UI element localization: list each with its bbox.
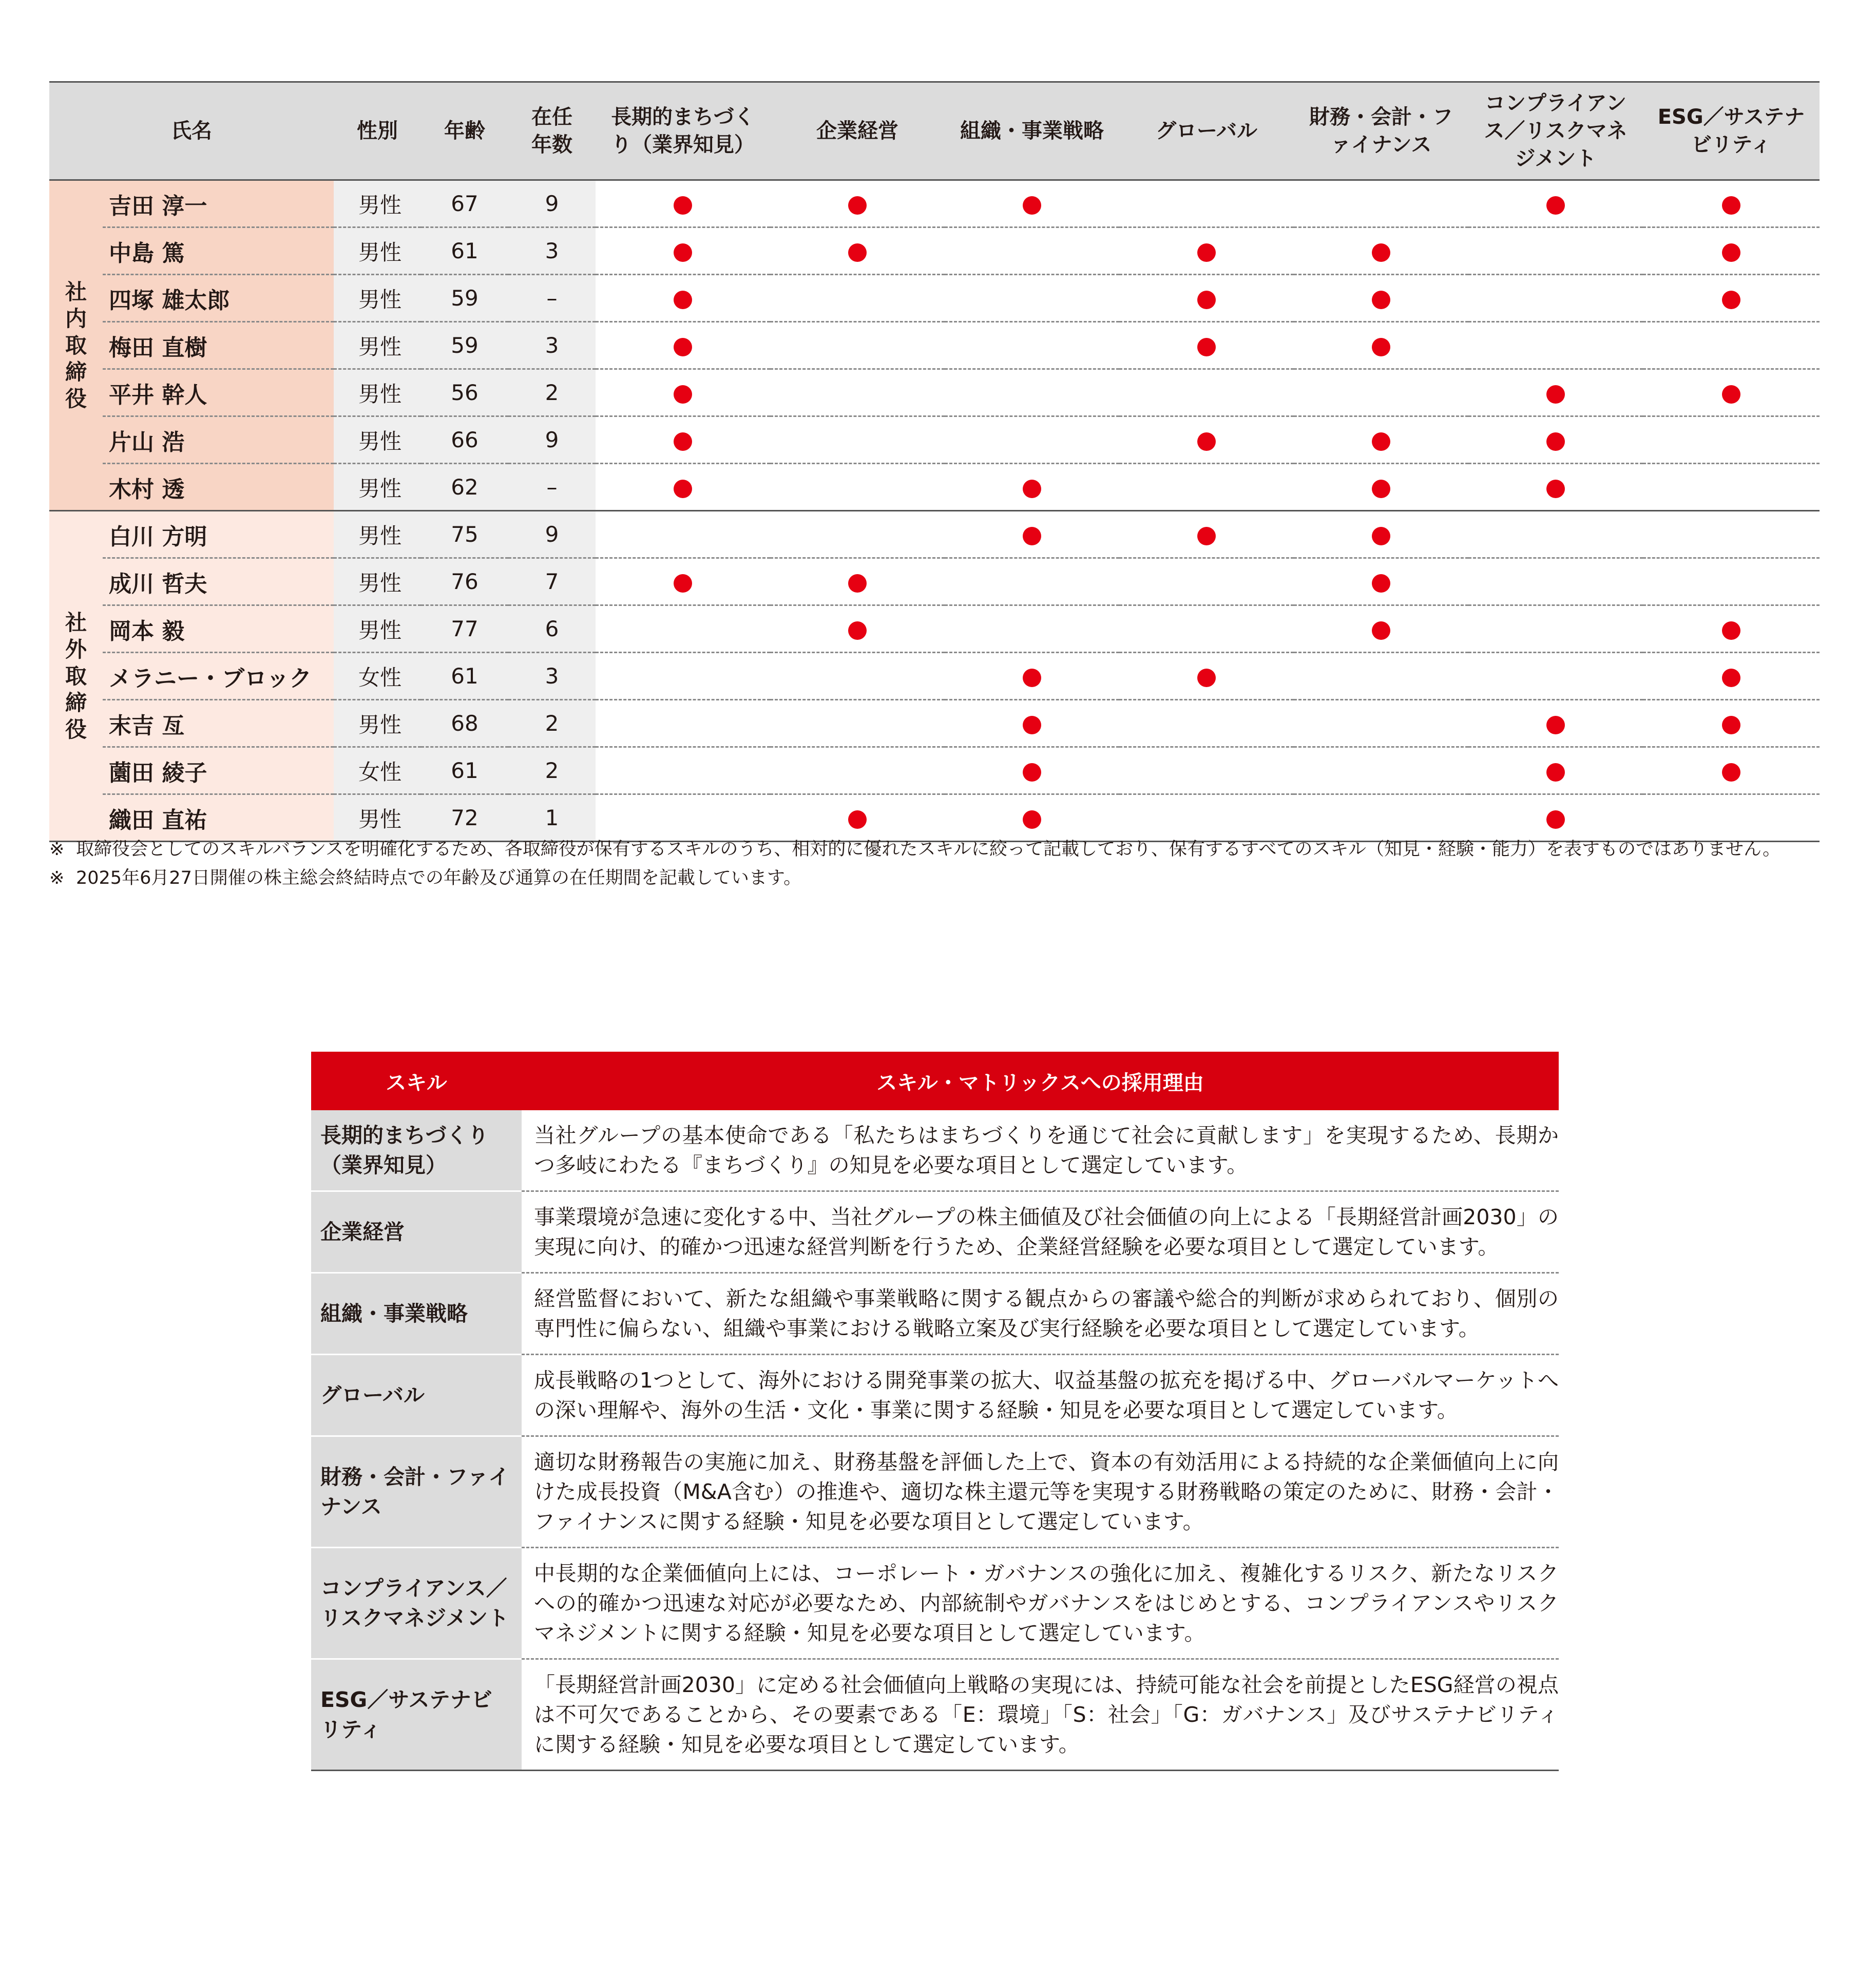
group-label xyxy=(49,180,103,511)
skill-mark-dot xyxy=(674,574,692,593)
director-name: 織田 直祐 xyxy=(103,794,334,842)
skill-cell xyxy=(1294,180,1468,227)
skill-cell xyxy=(770,275,945,322)
group-label xyxy=(49,511,103,842)
skill-cell xyxy=(596,227,770,275)
director-row xyxy=(49,416,1820,464)
skill-cell xyxy=(1294,700,1468,747)
director-row xyxy=(49,275,1820,322)
director-gender: 男性 xyxy=(334,369,421,416)
skill-cell xyxy=(945,369,1119,416)
skill-cell xyxy=(1119,794,1294,842)
skill-cell xyxy=(1119,275,1294,322)
director-name: 梅田 直樹 xyxy=(103,322,334,369)
skill-cell xyxy=(1468,558,1643,605)
skill-mark-dot xyxy=(1722,669,1740,687)
skill-cell xyxy=(945,322,1119,369)
header-skill-1: 企業経営 xyxy=(770,82,945,180)
skill-mark-dot xyxy=(1722,621,1740,640)
skill-cell xyxy=(1468,416,1643,464)
reason-row xyxy=(311,1436,1559,1548)
director-age: 77 xyxy=(421,605,508,653)
skill-cell xyxy=(596,464,770,511)
reason-row xyxy=(311,1355,1559,1436)
director-name: 片山 浩 xyxy=(103,416,334,464)
reason-row xyxy=(311,1110,1559,1191)
skill-cell xyxy=(945,464,1119,511)
skill-cell xyxy=(1294,653,1468,700)
note-mark: ※ xyxy=(49,868,65,888)
reason-skill-name: ESG／サステナビリティ xyxy=(311,1659,522,1771)
skill-cell xyxy=(770,322,945,369)
skill-mark-dot xyxy=(1546,763,1565,782)
skill-cell xyxy=(770,605,945,653)
director-name: 白川 方明 xyxy=(103,511,334,558)
director-row xyxy=(49,464,1820,511)
skill-cell xyxy=(596,747,770,794)
director-gender: 男性 xyxy=(334,416,421,464)
director-gender: 男性 xyxy=(334,227,421,275)
skill-mark-dot xyxy=(1197,243,1216,262)
header-skill: スキル xyxy=(311,1052,522,1110)
skill-cell xyxy=(1119,180,1294,227)
skill-cell xyxy=(1119,464,1294,511)
director-gender: 女性 xyxy=(334,747,421,794)
skill-mark-dot xyxy=(1372,291,1390,309)
skill-mark-dot xyxy=(1197,669,1216,687)
reason-text: 中長期的な企業価値向上には、コーポレート・ガバナンスの強化に加え、複雑化するリスク、新たなリスクへの的確かつ迅速な対応が必要なため、内部統制やガバナンスをはじめとする、コンプライアンスやリスクマネジメントに関する経験・知見を必要な項目として選定しています。 xyxy=(522,1548,1559,1659)
reason-text: 事業環境が急速に変化する中、当社グループの株主価値及び社会価値の向上による「長期経営計画2030」の実現に向け、的確かつ迅速な経営判断を行うため、企業経営経験を必要な項目として選定しています。 xyxy=(522,1191,1559,1273)
skill-cell xyxy=(1643,464,1820,511)
director-gender: 男性 xyxy=(334,558,421,605)
director-tenure: 3 xyxy=(508,227,596,275)
director-age: 67 xyxy=(421,180,508,227)
director-gender: 男性 xyxy=(334,180,421,227)
director-age: 61 xyxy=(421,747,508,794)
skill-mark-dot xyxy=(1023,196,1041,215)
director-tenure: 2 xyxy=(508,369,596,416)
director-name: 吉田 淳一 xyxy=(103,180,334,227)
skill-cell xyxy=(1119,700,1294,747)
reasons-header-row xyxy=(311,1052,1559,1110)
skill-cell xyxy=(1294,558,1468,605)
director-row xyxy=(49,227,1820,275)
director-gender: 男性 xyxy=(334,464,421,511)
skill-cell xyxy=(770,653,945,700)
skill-cell xyxy=(945,511,1119,558)
director-row xyxy=(49,794,1820,842)
skill-mark-dot xyxy=(1023,810,1041,829)
skill-mark-dot xyxy=(674,196,692,215)
skill-cell xyxy=(770,700,945,747)
skill-cell xyxy=(596,558,770,605)
skill-mark-dot xyxy=(1722,291,1740,309)
header-reason: スキル・マトリックスへの採用理由 xyxy=(522,1052,1559,1110)
skill-cell xyxy=(1294,464,1468,511)
skill-cell xyxy=(1643,558,1820,605)
skill-cell xyxy=(770,369,945,416)
skill-cell xyxy=(1119,369,1294,416)
skill-mark-dot xyxy=(1722,385,1740,404)
skill-cell xyxy=(945,227,1119,275)
skill-mark-dot xyxy=(1722,243,1740,262)
skill-cell xyxy=(596,700,770,747)
skill-mark-dot xyxy=(1197,432,1216,451)
reason-skill-name: 組織・事業戦略 xyxy=(311,1273,522,1355)
director-name: 中島 篤 xyxy=(103,227,334,275)
header-skill-6: ESG／サステナビリティ xyxy=(1643,82,1820,180)
skill-mark-dot xyxy=(1023,763,1041,782)
skill-cell xyxy=(1294,747,1468,794)
director-age: 59 xyxy=(421,275,508,322)
skill-mark-dot xyxy=(1546,196,1565,215)
skill-cell xyxy=(596,653,770,700)
skill-cell xyxy=(1119,605,1294,653)
director-tenure: 1 xyxy=(508,794,596,842)
director-row xyxy=(49,747,1820,794)
skill-mark-dot xyxy=(1372,243,1390,262)
director-row xyxy=(49,605,1820,653)
skill-cell xyxy=(596,605,770,653)
reason-text: 「長期経営計画2030」に定める社会価値向上戦略の実現には、持続可能な社会を前提としたESG経営の視点は不可欠であることから、その要素である「E：環境」「S：社会」「G：ガバナンス」及びサステナビリティに関する経験・知見を必要な項目として選定しています。 xyxy=(522,1659,1559,1771)
director-name: 平井 幹人 xyxy=(103,369,334,416)
skill-reasons-table xyxy=(311,1052,1559,1771)
skill-cell xyxy=(596,369,770,416)
skill-cell xyxy=(945,275,1119,322)
skill-cell xyxy=(1294,227,1468,275)
skill-cell xyxy=(770,416,945,464)
skill-cell xyxy=(1468,605,1643,653)
header-skill-0: 長期的まちづくり（業界知見） xyxy=(596,82,770,180)
director-age: 59 xyxy=(421,322,508,369)
director-gender: 男性 xyxy=(334,605,421,653)
skill-cell xyxy=(945,700,1119,747)
group-label-text: 社外取締役 xyxy=(65,610,87,742)
skill-cell xyxy=(1119,747,1294,794)
skill-mark-dot xyxy=(848,574,867,593)
header-age: 年齢 xyxy=(421,82,508,180)
skill-mark-dot xyxy=(1546,432,1565,451)
skill-cell xyxy=(596,794,770,842)
skill-cell xyxy=(770,464,945,511)
skill-cell xyxy=(1468,511,1643,558)
skill-mark-dot xyxy=(1722,716,1740,734)
director-name: メラニー・ブロック xyxy=(103,653,334,700)
skill-mark-dot xyxy=(1372,527,1390,545)
reason-skill-name: 財務・会計・ファイナンス xyxy=(311,1436,522,1548)
reason-skill-name: 長期的まちづくり（業界知見） xyxy=(311,1110,522,1191)
matrix-notes xyxy=(49,835,1826,892)
skill-cell xyxy=(1294,275,1468,322)
skill-cell xyxy=(1294,511,1468,558)
director-age: 66 xyxy=(421,416,508,464)
skill-mark-dot xyxy=(1023,716,1041,734)
director-name: 木村 透 xyxy=(103,464,334,511)
reason-skill-name: 企業経営 xyxy=(311,1191,522,1273)
director-gender: 女性 xyxy=(334,653,421,700)
note xyxy=(49,835,1826,864)
skill-cell xyxy=(1468,464,1643,511)
skill-mark-dot xyxy=(1023,527,1041,545)
skill-cell xyxy=(1468,322,1643,369)
skill-cell xyxy=(945,416,1119,464)
header-gender: 性別 xyxy=(334,82,421,180)
skill-cell xyxy=(1643,605,1820,653)
director-name: 薗田 綾子 xyxy=(103,747,334,794)
skill-cell xyxy=(1294,369,1468,416)
skill-mark-dot xyxy=(1372,480,1390,498)
director-gender: 男性 xyxy=(334,275,421,322)
header-skill-4: 財務・会計・ファイナンス xyxy=(1294,82,1468,180)
skill-cell xyxy=(1643,747,1820,794)
director-gender: 男性 xyxy=(334,700,421,747)
matrix-header-row xyxy=(49,82,1820,180)
skill-mark-dot xyxy=(848,243,867,262)
reason-skill-name: グローバル xyxy=(311,1355,522,1436)
skill-mark-dot xyxy=(1372,338,1390,356)
skill-cell xyxy=(596,416,770,464)
skill-cell xyxy=(770,180,945,227)
skill-cell xyxy=(1119,227,1294,275)
skill-cell xyxy=(1294,416,1468,464)
director-row xyxy=(49,369,1820,416)
reason-row xyxy=(311,1548,1559,1659)
reason-row xyxy=(311,1191,1559,1273)
header-skill-3: グローバル xyxy=(1119,82,1294,180)
skill-mark-dot xyxy=(848,621,867,640)
director-row xyxy=(49,511,1820,558)
skill-cell xyxy=(1643,416,1820,464)
skill-cell xyxy=(1468,747,1643,794)
skill-cell xyxy=(1643,369,1820,416)
reason-text: 当社グループの基本使命である「私たちはまちづくりを通じて社会に貢献します」を実現するため、長期かつ多岐にわたる『まちづくり』の知見を必要な項目として選定しています。 xyxy=(522,1110,1559,1191)
skill-cell xyxy=(1294,605,1468,653)
director-tenure: 9 xyxy=(508,416,596,464)
note xyxy=(49,864,1826,892)
skill-cell xyxy=(1468,227,1643,275)
skill-cell xyxy=(770,227,945,275)
skill-cell xyxy=(1294,794,1468,842)
skill-mark-dot xyxy=(674,385,692,404)
skill-cell xyxy=(945,747,1119,794)
director-tenure: 2 xyxy=(508,700,596,747)
skill-cell xyxy=(1119,653,1294,700)
skill-cell xyxy=(1643,700,1820,747)
director-tenure: 2 xyxy=(508,747,596,794)
skill-mark-dot xyxy=(674,291,692,309)
skill-cell xyxy=(1119,511,1294,558)
skill-cell xyxy=(1468,180,1643,227)
director-name: 成川 哲夫 xyxy=(103,558,334,605)
skill-cell xyxy=(770,558,945,605)
director-row xyxy=(49,700,1820,747)
director-tenure: 9 xyxy=(508,180,596,227)
skill-cell xyxy=(1119,322,1294,369)
header-skill-5: コンプライアンス／リスクマネジメント xyxy=(1468,82,1643,180)
skill-cell xyxy=(945,605,1119,653)
skill-cell xyxy=(1119,416,1294,464)
skill-mark-dot xyxy=(1197,527,1216,545)
director-row xyxy=(49,180,1820,227)
director-gender: 男性 xyxy=(334,794,421,842)
skill-cell xyxy=(945,794,1119,842)
skill-cell xyxy=(1643,653,1820,700)
director-tenure: 3 xyxy=(508,653,596,700)
header-name: 氏名 xyxy=(49,82,334,180)
skill-mark-dot xyxy=(1546,385,1565,404)
skill-cell xyxy=(1468,700,1643,747)
director-age: 61 xyxy=(421,227,508,275)
director-row xyxy=(49,558,1820,605)
skill-cell xyxy=(770,794,945,842)
skill-cell xyxy=(1643,275,1820,322)
skill-mark-dot xyxy=(674,432,692,451)
skill-cell xyxy=(596,322,770,369)
skill-cell xyxy=(1643,180,1820,227)
skill-mark-dot xyxy=(1372,621,1390,640)
director-tenure: 9 xyxy=(508,511,596,558)
skill-cell xyxy=(1468,369,1643,416)
director-tenure: – xyxy=(508,275,596,322)
skill-mark-dot xyxy=(1722,763,1740,782)
skill-mark-dot xyxy=(674,480,692,498)
reason-row xyxy=(311,1659,1559,1771)
skill-mark-dot xyxy=(1023,669,1041,687)
skill-cell xyxy=(1643,511,1820,558)
director-age: 72 xyxy=(421,794,508,842)
note-text: 2025年6月27日開催の株主総会終結時点での年齢及び通算の在任期間を記載しています。 xyxy=(76,868,802,888)
director-age: 56 xyxy=(421,369,508,416)
skill-cell xyxy=(945,653,1119,700)
skill-mark-dot xyxy=(848,810,867,829)
skill-cell xyxy=(1468,794,1643,842)
director-age: 61 xyxy=(421,653,508,700)
skill-mark-dot xyxy=(1197,338,1216,356)
director-tenure: 6 xyxy=(508,605,596,653)
skill-cell xyxy=(945,558,1119,605)
reason-row xyxy=(311,1273,1559,1355)
reason-text: 適切な財務報告の実施に加え、財務基盤を評価した上で、資本の有効活用による持続的な企業価値向上に向けた成長投資（M&A含む）の推進や、適切な株主還元等を実現する財務戦略の策定のために、財務・会計・ファイナンスに関する経験・知見を必要な項目として選定しています。 xyxy=(522,1436,1559,1548)
reason-skill-name: コンプライアンス／リスクマネジメント xyxy=(311,1548,522,1659)
reason-text: 経営監督において、新たな組織や事業戦略に関する観点からの審議や総合的判断が求められており、個別の専門性に偏らない、組織や事業における戦略立案及び実行経験を必要な項目として選定しています。 xyxy=(522,1273,1559,1355)
director-tenure: 7 xyxy=(508,558,596,605)
skill-cell xyxy=(945,180,1119,227)
skill-cell xyxy=(1643,794,1820,842)
director-age: 68 xyxy=(421,700,508,747)
skill-cell xyxy=(1294,322,1468,369)
skill-cell xyxy=(1468,653,1643,700)
skill-mark-dot xyxy=(1546,480,1565,498)
director-name: 末吉 亙 xyxy=(103,700,334,747)
skill-mark-dot xyxy=(848,196,867,215)
skill-matrix-table xyxy=(49,81,1820,842)
director-gender: 男性 xyxy=(334,322,421,369)
header-tenure: 在任年数 xyxy=(508,82,596,180)
skill-mark-dot xyxy=(1722,196,1740,215)
skill-mark-dot xyxy=(1546,810,1565,829)
director-row xyxy=(49,322,1820,369)
director-name: 四塚 雄太郎 xyxy=(103,275,334,322)
reason-text: 成長戦略の1つとして、海外における開発事業の拡大、収益基盤の拡充を掲げる中、グローバルマーケットへの深い理解や、海外の生活・文化・事業に関する経験・知見を必要な項目として選定しています。 xyxy=(522,1355,1559,1436)
director-row xyxy=(49,653,1820,700)
header-skill-2: 組織・事業戦略 xyxy=(945,82,1119,180)
skill-mark-dot xyxy=(1023,480,1041,498)
director-age: 76 xyxy=(421,558,508,605)
skill-cell xyxy=(1468,275,1643,322)
skill-cell xyxy=(1119,558,1294,605)
skill-cell xyxy=(770,747,945,794)
director-gender: 男性 xyxy=(334,511,421,558)
skill-cell xyxy=(770,511,945,558)
note-text: 取締役会としてのスキルバランスを明確化するため、各取締役が保有するスキルのうち、相対的に優れたスキルに絞って記載しており、保有するすべてのスキル（知見・経験・能力）を表すものではありません。 xyxy=(76,839,1781,860)
skill-mark-dot xyxy=(674,243,692,262)
director-tenure: – xyxy=(508,464,596,511)
skill-cell xyxy=(596,180,770,227)
director-tenure: 3 xyxy=(508,322,596,369)
skill-cell xyxy=(596,275,770,322)
note-mark: ※ xyxy=(49,839,65,860)
skill-cell xyxy=(596,511,770,558)
skill-mark-dot xyxy=(1372,574,1390,593)
group-label-text: 社内取締役 xyxy=(65,279,87,411)
skill-mark-dot xyxy=(1197,291,1216,309)
skill-mark-dot xyxy=(1546,716,1565,734)
skill-mark-dot xyxy=(674,338,692,356)
director-age: 62 xyxy=(421,464,508,511)
skill-mark-dot xyxy=(1372,432,1390,451)
director-name: 岡本 毅 xyxy=(103,605,334,653)
skill-cell xyxy=(1643,322,1820,369)
director-age: 75 xyxy=(421,511,508,558)
skill-cell xyxy=(1643,227,1820,275)
